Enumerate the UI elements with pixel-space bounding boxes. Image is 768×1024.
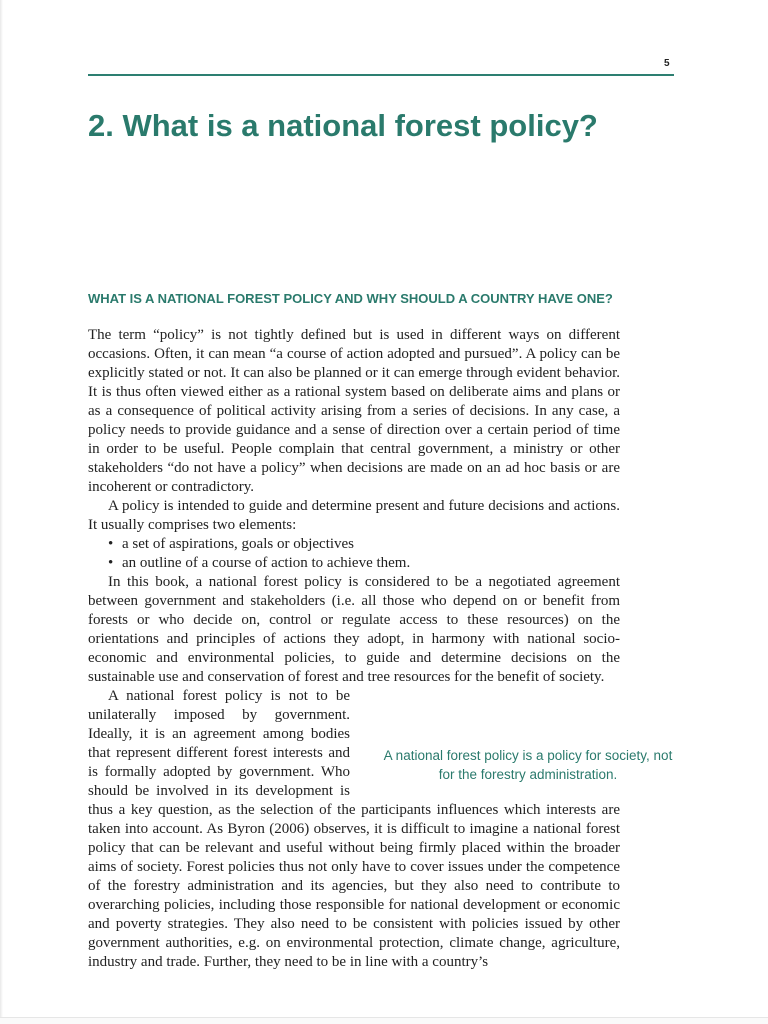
list-item: • a set of aspirations, goals or objectives <box>108 535 620 554</box>
paragraph-policy-definition: The term “policy” is not tightly defined but is used in different ways on different occasions. Often, it can mean “a course of action adopted and pursued”. A policy can be explicitly stated or not. It can also be planned or it can emerge through evident behavior. It is thus often viewed either as a rational system based on deliberate aims and plans or as a consequence of political activity arising from a series of decisions. In any case, a policy needs to provide guidance and a sense of direction over a certain period of time in order to be useful. People complain that central government, a ministry or other stakeholders “do not have a policy” when decisions are made on an ad hoc basis or are incoherent or contradictory. <box>88 327 620 495</box>
header-rule <box>88 74 674 76</box>
pull-quote: A national forest policy is a policy for society, not for the forestry administration. <box>383 748 673 782</box>
paragraph-policy-purpose: A policy is intended to guide and determine present and future decisions and actions. It usually comprises two elements: <box>88 498 620 533</box>
paragraph-not-imposed-text: A national forest policy is not to be unilaterally imposed by government. Ideally, it is an agreement among bodies that represent different forest interests and is formally adopted by government. Who should be involved in its development is thus a key question, as the selection of the participants influences which interests are taken into account. As Byron (2006) observes, it is difficult to imagine a national forest policy that can be relevant and useful without being firmly placed within the broader aims of society. Forest policies thus not only have to cover issues under the competence of the forestry administration and its agencies, but they also need to contribute to overarching policies, including those responsible for national development or economic and poverty strategies. They also need to be consistent with policies issued by other government authorities, e.g. on environmental protection, climate change, agriculture, industry and trade. Further, they need to be in line with a country’s <box>88 688 620 970</box>
body-text <box>88 326 620 972</box>
paragraph-book-definition: In this book, a national forest policy is considered to be a negotiated agreement between government and stakeholders (i.e. all those who depend on or benefit from forests or who decide on, control or regulate access to these resources) on the orientations and principles of actions they adopt, in harmony with national socio-economic and environmental policies, to guide and determine decisions on the sustainable use and conservation of forest and tree resources for the benefit of society. <box>88 574 620 685</box>
paragraph-not-imposed <box>88 687 620 972</box>
page-number: 5 <box>664 58 670 69</box>
list-item: • an outline of a course of action to achieve them. <box>108 554 620 573</box>
page-bottom-edge <box>0 1017 768 1024</box>
chapter-title: 2. What is a national forest policy? <box>88 108 598 143</box>
policy-elements-list <box>88 535 620 573</box>
section-heading: WHAT IS A NATIONAL FOREST POLICY AND WHY SHOULD A COUNTRY HAVE ONE? <box>88 291 613 306</box>
page-left-edge <box>0 0 3 1024</box>
